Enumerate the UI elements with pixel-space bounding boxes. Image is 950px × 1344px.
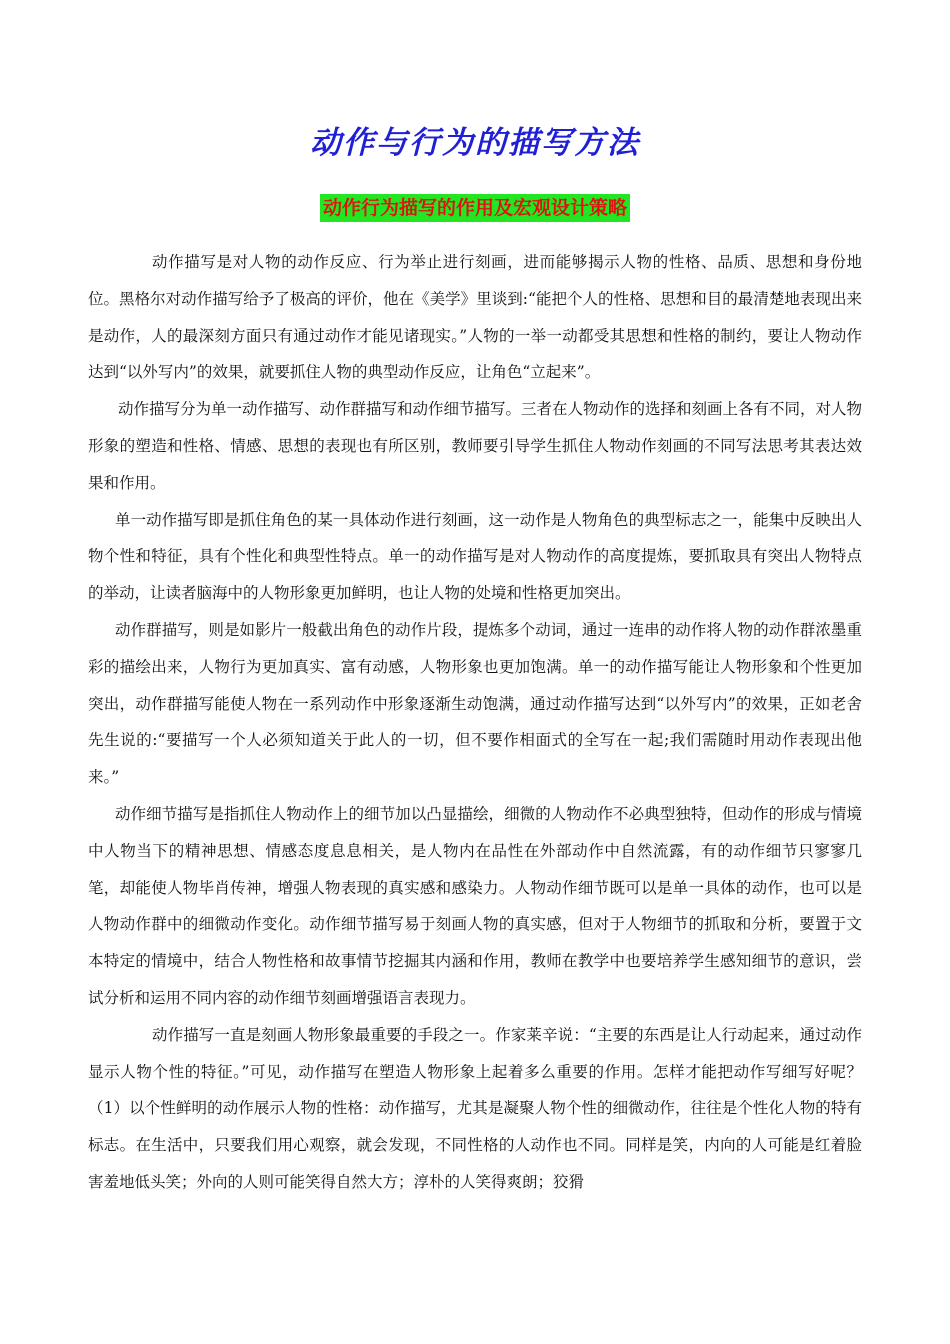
document-body (88, 244, 862, 1201)
subtitle-container (88, 194, 862, 224)
paragraph-1: 动作描写是对人物的动作反应、行为举止进行刻画，进而能够揭示人物的性格、品质、思想和身份地位。黑格尔对动作描写给予了极高的评价，他在《美学》里谈到:“能把个人的性格、思想和目的最清楚地表现出来是动作，人的最深刻方面只有通过动作才能见诸现实。”人物的一举一动都受其思想和性格的制约，要让人物动作达到“以外写内”的效果，就要抓住人物的典型动作反应，让角色“立起来”。 (88, 253, 862, 382)
paragraph-6: 动作描写一直是刻画人物形象最重要的手段之一。作家莱辛说：“主要的东西是让人行动起来，通过动作显示人物个性的特征。”可见，动作描写在塑造人物形象上起着多么重要的作用。怎样才能把动作写细写好呢？ （1）以个性鲜明的动作展示人物的性格：动作描写，尤其是凝聚人物个性的细微动作，往往是个性化人物的特有标志。在生活中，只要我们用心观察，就会发现，不同性格的人动作也不同。同样是笑，内向的人可能是红着脸害羞地低头笑；外向的人则可能笑得自然大方；淳朴的人笑得爽朗；狡猾 (88, 1025, 862, 1191)
paragraph-4: 动作群描写，则是如影片一般截出角色的动作片段，提炼多个动词，通过一连串的动作将人物的动作群浓墨重彩的描绘出来，人物行为更加真实、富有动感，人物形象也更加饱满。单一的动作描写能让人物形象和个性更加突出，动作群描写能使人物在一系列动作中形象逐渐生动饱满，通过动作描写达到“以外写内”的效果，正如老舍先生说的:“要描写一个人必须知道关于此人的一切，但不要作相面式的全写在一起;我们需随时用动作表现出他来。” (88, 620, 862, 787)
paragraph-5: 动作细节描写是指抓住人物动作上的细节加以凸显描绘，细微的人物动作不必典型独特，但动作的形成与情境中人物当下的精神思想、情感态度息息相关，是人物内在品性在外部动作中自然流露，有的动作细节只寥寥几笔，却能使人物毕肖传神，增强人物表现的真实感和感染力。人物动作细节既可以是单一具体的动作，也可以是人物动作群中的细微动作变化。动作细节描写易于刻画人物的真实感，但对于人物细节的抓取和分析，要置于文本特定的情境中，结合人物性格和故事情节挖掘其内涵和作用，教师在教学中也要培养学生感知细节的意识，尝试分析和运用不同内容的动作细节刻画增强语言表现力。 (88, 804, 862, 1007)
section-subtitle: 动作行为描写的作用及宏观设计策略 (320, 194, 630, 222)
paragraph-2: 动作描写分为单一动作描写、动作群描写和动作细节描写。三者在人物动作的选择和刻画上各有不同，对人物形象的塑造和性格、情感、思想的表现也有所区别，教师要引导学生抓住人物动作刻画的不同写法思考其表达效果和作用。 (88, 400, 863, 492)
document-title: 动作与行为的描写方法 (310, 125, 640, 161)
paragraph-3: 单一动作描写即是抓住角色的某一具体动作进行刻画，这一动作是人物角色的典型标志之一，能集中反映出人物个性和特征，具有个性化和典型性特点。单一的动作描写是对人物动作的高度提炼，要抓取具有突出人物特点的举动，让读者脑海中的人物形象更加鲜明，也让人物的处境和性格更加突出。 (88, 510, 862, 603)
